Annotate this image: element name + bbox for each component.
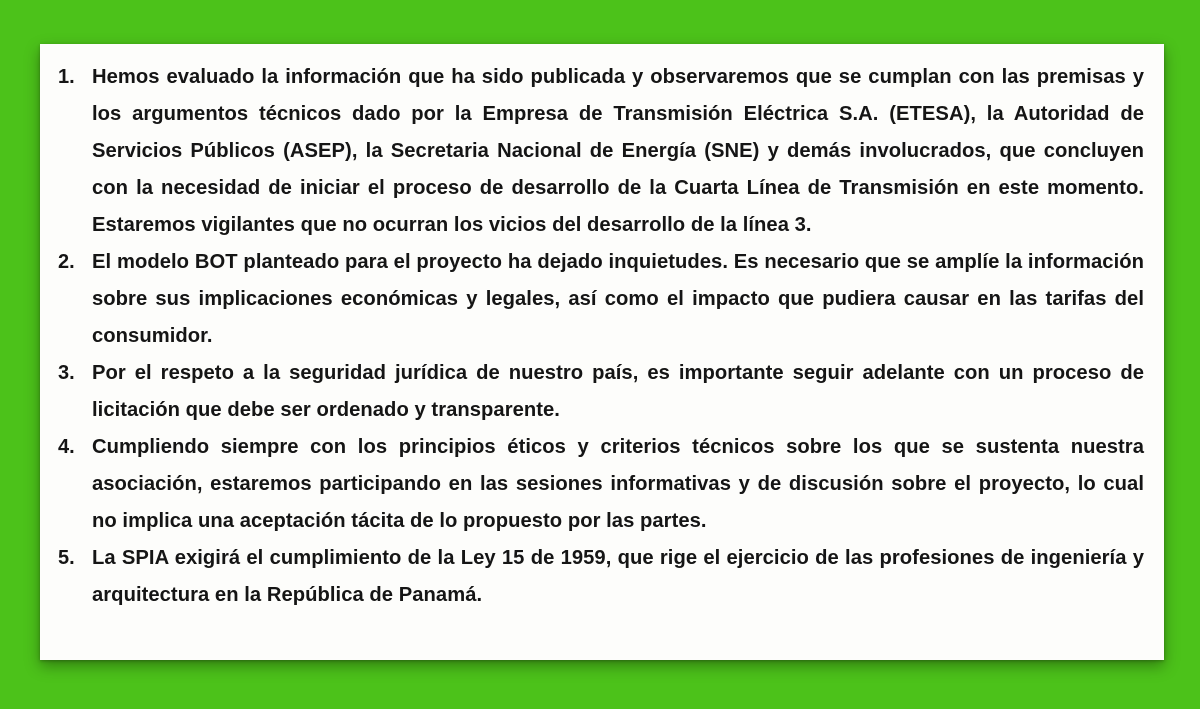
list-item — [58, 540, 1144, 614]
list-item — [58, 244, 1144, 355]
item-text: El modelo BOT planteado para el proyecto ha dejado inquietudes. Es necesario que se amplíe la información sobre sus implicaciones económicas y legales, así como el impacto que pudiera causar en las tarifas del consumidor. — [92, 251, 1144, 347]
list-item — [58, 429, 1144, 540]
item-number: 3. — [58, 362, 75, 384]
item-number: 2. — [58, 251, 75, 273]
item-text: Cumpliendo siempre con los principios éticos y criterios técnicos sobre los que se sustenta nuestra asociación, estaremos participando en las sesiones informativas y de discusión sobre el proyecto, lo cual no implica una aceptación tácita de lo propuesto por las partes. — [92, 436, 1144, 532]
list-item — [58, 355, 1144, 429]
list-item — [58, 59, 1144, 244]
document-page — [40, 44, 1164, 660]
numbered-list — [58, 59, 1144, 614]
item-number: 1. — [58, 66, 75, 88]
item-text: La SPIA exigirá el cumplimiento de la Ley 15 de 1959, que rige el ejercicio de las profesiones de ingeniería y arquitectura en la República de Panamá. — [92, 547, 1144, 606]
item-text: Hemos evaluado la información que ha sido publicada y observaremos que se cumplan con las premisas y los argumentos técnicos dado por la Empresa de Transmisión Eléctrica S.A. (ETESA), la Autoridad de Servicios Públicos (ASEP), la Secretaria Nacional de Energía (SNE) y demás involucrados, que concluyen con la necesidad de iniciar el proceso de desarrollo de la Cuarta Línea de Transmisión en este momento. Estaremos vigilantes que no ocurran los vicios del desarrollo de la línea 3. — [92, 66, 1144, 236]
item-text: Por el respeto a la seguridad jurídica de nuestro país, es importante seguir adelante con un proceso de licitación que debe ser ordenado y transparente. — [92, 362, 1144, 421]
item-number: 5. — [58, 547, 75, 569]
item-number: 4. — [58, 436, 75, 458]
